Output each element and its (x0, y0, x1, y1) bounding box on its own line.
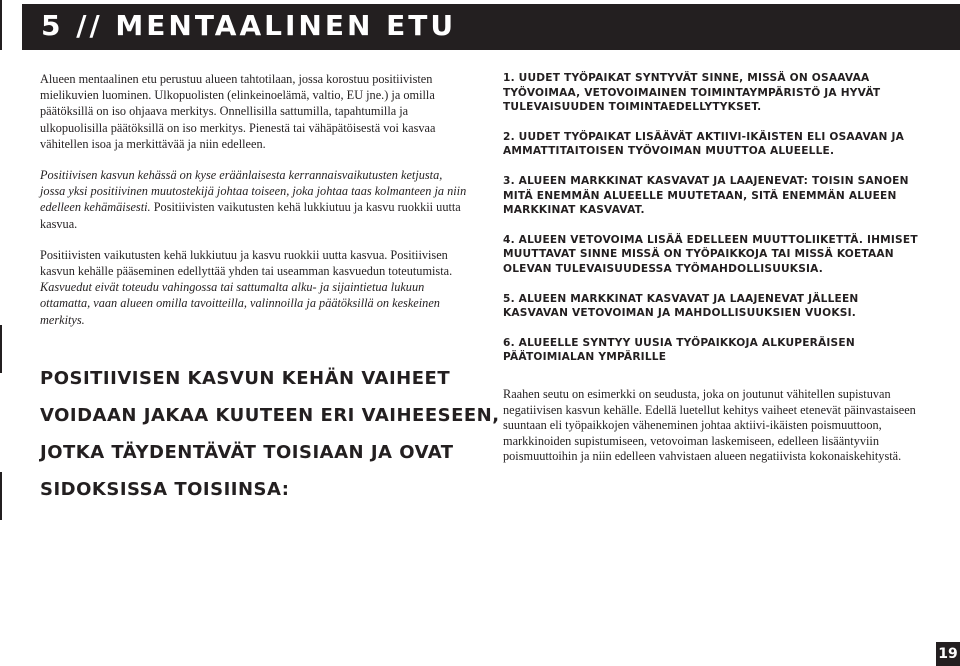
phase-item-2: 2. UUDET TYÖPAIKAT LISÄÄVÄT AKTIIVI-IKÄISTEN ELI OSAAVAN JA AMMATTITAITOISEN TYÖVOIMAN MUUTTOA ALUEELLE. (503, 130, 905, 158)
heading-line: VOIDAAN JAKAA KUUTEEN ERI VAIHEESEEN, (40, 405, 500, 426)
italic-text: Kasvuedut eivät toteudu vahingossa tai sattumalta alku- ja sijaintietua lukuun ottamatta, vaan alueen omilla tavoitteilla, valinnoilla ja päätöksillä on keskeinen merkitys. (40, 280, 440, 327)
phase-item-3: 3. ALUEEN MARKKINAT KASVAVAT JA LAAJENEVAT: TOISIN SANOEN MITÄ ENEMMÄN ALUEELLE MUUTETAAN, SITÄ ENEMMÄN ALUEEN MARKKINAT KASVAVAT. (503, 174, 909, 217)
chapter-header-bar (22, 4, 960, 50)
left-column (40, 71, 470, 343)
margin-rule (0, 0, 2, 50)
right-column (503, 71, 918, 480)
raahe-example-paragraph: Raahen seutu on esimerkki on seudusta, joka on joutunut vähitellen supistuvan negatiivisen kasvun kehälle. Edellä luetellut kehitys vaiheet etenevät päinvastaiseen suuntaan eli työpaikkojen väheneminen johtaa aktiivi-ikäisten poismuuttoon, markkinoiden supistumiseen, vetovoiman laskemiseen, edelleen lisääntyviin poismuuttoihin ja niin edelleen vahvistaen alueen negatiivista kokonaiskehitystä. (503, 386, 916, 464)
phase-item-6: 6. ALUEELLE SYNTYY UUSIA TYÖPAIKKOJA ALKUPERÄISEN PÄÄTOIMIALAN YMPÄRILLE (503, 336, 855, 364)
phase-item-5: 5. ALUEEN MARKKINAT KASVAVAT JA LAAJENEVAT JÄLLEEN KASVAVAN VETOVOIMAN JA MAHDOLLISUUKSIEN VUOKSI. (503, 292, 859, 320)
chapter-title: 5 // MENTAALINEN ETU (41, 9, 457, 42)
italic-text: Positiivisen kasvun kehässä on kyse eräänlaisesta kerrannaisvaikutusten ketjusta, jossa yksi positiivinen muutostekijä johtaa toiseen, joka johtaa taas kolmanteen ja niin edelleen kehämäisesti. (40, 168, 467, 215)
kasvun-kehä-paragraph (40, 167, 470, 232)
phase-item-1: 1. UUDET TYÖPAIKAT SYNTYVÄT SINNE, MISSÄ ON OSAAVAA TYÖVOIMAA, VETOVOIMAINEN TOIMINTAYMPÄRISTÖ JA HYVÄT TULEVAISUUDEN TOIMINTAEDELLYTYKSET. (503, 72, 881, 114)
heading-line: JOTKA TÄYDENTÄVÄT TOISIAAN JA OVAT (40, 442, 454, 463)
plain-text: Positiivisten vaikutusten kehä lukkiutuu ja kasvu ruokkii uutta kasvua. Positiivisen kasvun kehälle pääseminen edellyttää yhden tai useamman kasvuedun toteutumista. (40, 247, 453, 279)
page-number: 19 (936, 642, 960, 666)
kasvuedut-paragraph (40, 247, 470, 328)
plain-text: Positiivisten vaikutusten kehä lukkiutuu ja kasvu ruokkii uutta kasvua. (40, 200, 461, 231)
section-heading (40, 360, 500, 508)
heading-line: POSITIIVISEN KASVUN KEHÄN VAIHEET (40, 368, 451, 389)
heading-line: SIDOKSISSA TOISIINSA: (40, 479, 290, 500)
margin-rule (0, 325, 2, 373)
intro-paragraph: Alueen mentaalinen etu perustuu alueen tahtotilaan, jossa korostuu positiivisten mielikuvien luominen. Ulkopuolisten (elinkeinoelämä, valtio, EU jne.) ja omilla päätöksillä on iso ohjaava merkitys. Onnellisilla sattumilla, tapahtumilla ja ulkopuolisilla päätöksillä on iso merkitys. Pienestä tai vähäpätöisestä voi kasvaa vähitellen isoa ja merkittävää ja niin edelleen. (40, 72, 436, 151)
phase-item-4: 4. ALUEEN VETOVOIMA LISÄÄ EDELLEEN MUUTTOLIIKETTÄ. IHMISET MUUTTAVAT SINNE MISSÄ ON TYÖPAIKKOJA TAI MISSÄ KOETAAN OLEVAN TULEVAISUUDESSA TYÖMAHDOLLISUUKSIA. (503, 233, 918, 275)
margin-rule (0, 472, 2, 520)
